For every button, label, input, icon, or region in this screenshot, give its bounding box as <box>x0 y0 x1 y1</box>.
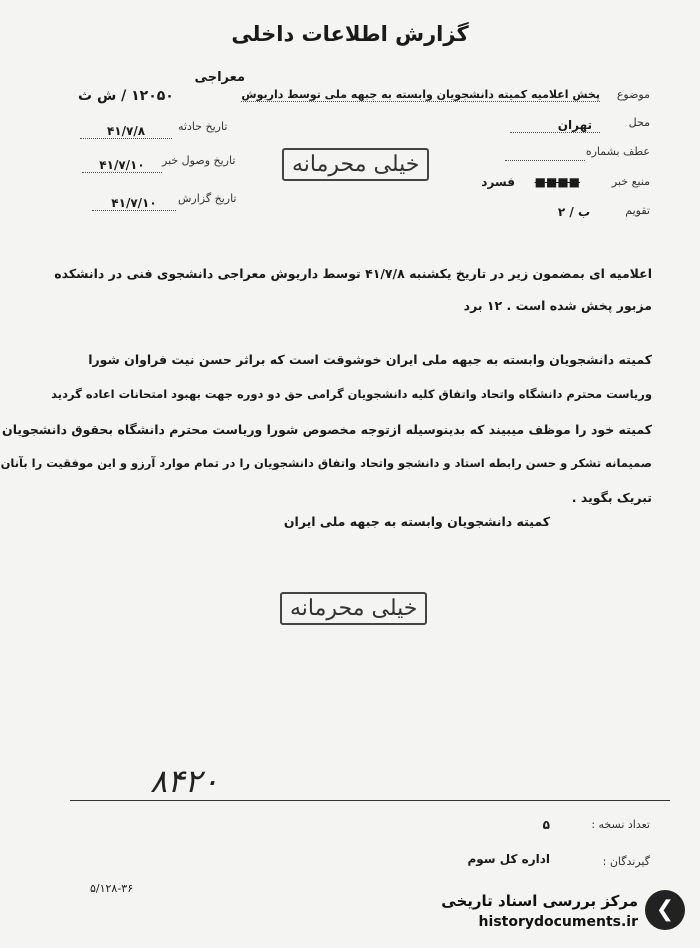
place-label: محل <box>628 116 650 129</box>
subject-name: معراجی <box>194 70 245 85</box>
body-para-2: وریاست محترم دانشگاه واتحاد واتفاق کلیه دانشجویان گرامی حق دو دوره جهت بهبود امتحانات اعاده گردید <box>51 387 652 401</box>
body-para-5: تبریک بگوید . <box>571 490 652 505</box>
subject-value: پخش اعلامیه کمیته دانشجویان وابسته به جبهه ملی توسط داریوش <box>241 88 600 101</box>
rating-label: تقویم <box>625 204 650 217</box>
body-intro-1: اعلامیه ای بمضمون زیر در تاریخ یکشنبه ۴۱/۷/۸ توسط داریوش معراجی دانشجوی فنی در دانشکده <box>54 266 652 281</box>
form-code: ۵/۱۲۸-۳۶ <box>90 882 134 895</box>
copies-value: ۵ <box>542 818 550 832</box>
recipients-label: گیرندگان : <box>602 855 650 868</box>
body-para-4: صمیمانه تشکر و حسن رابطه استاد و دانشجو واتحاد واتفاق دانشجویان را در تمام موارد آرزو و این موفقیت را بآنان <box>0 456 652 470</box>
confidential-stamp-top: خیلی محرمانه <box>282 148 429 181</box>
report-date-value: ۴۱/۷/۱۰ <box>92 196 176 211</box>
receipt-date-label: تاریخ وصول خبر <box>162 154 236 167</box>
recipients-value: اداره کل سوم <box>467 852 550 866</box>
ref-dots <box>505 160 585 161</box>
watermark-name: مرکز بررسی اسناد تاریخی <box>441 892 638 910</box>
report-date-label: تاریخ گزارش <box>178 192 237 205</box>
copies-label: تعداد نسخه : <box>591 818 650 831</box>
body-signature: کمیته دانشجویان وابسته به جبهه ملی ایران <box>283 514 550 529</box>
watermark-url: historydocuments.ir <box>478 914 638 930</box>
rating-value: ب / ۲ <box>557 205 590 219</box>
source-redacted: ■■■■ <box>534 175 580 189</box>
footer-divider <box>70 800 670 801</box>
place-dots <box>510 132 600 133</box>
body-para-1: کمیته دانشجویان وابسته به جبهه ملی ایران خوشوقت است که براثر حسن نیت فراوان شورا <box>88 352 652 367</box>
subject-number: ۱۲۰۵۰ / ش ث <box>78 88 174 104</box>
incident-date-label: تاریخ حادثه <box>178 120 228 133</box>
place-value: تهران <box>557 118 592 132</box>
receipt-date-value: ۴۱/۷/۱۰ <box>82 158 162 173</box>
confidential-stamp-bottom: خیلی محرمانه <box>280 592 427 625</box>
incident-date-value: ۴۱/۷/۸ <box>80 124 172 139</box>
source-value: فسرد <box>481 175 515 189</box>
report-title: گزارش اطلاعات داخلی <box>231 22 469 46</box>
ref-label: عطف بشماره <box>585 145 650 158</box>
body-intro-2: مزبور پخش شده است . ۱۲ برد <box>463 298 652 313</box>
body-para-3: کمیته خود را موظف میبیند که بدینوسیله ازتوجه مخصوص شورا وریاست محترم دانشگاه بحقوق دانشجویان <box>2 422 652 437</box>
handwritten-number: ۸۴۲۰ <box>150 762 219 800</box>
subject-label: موضوع <box>616 88 650 101</box>
source-label: منبع خبر <box>611 175 650 188</box>
archive-logo-icon: ❯ <box>645 890 685 930</box>
